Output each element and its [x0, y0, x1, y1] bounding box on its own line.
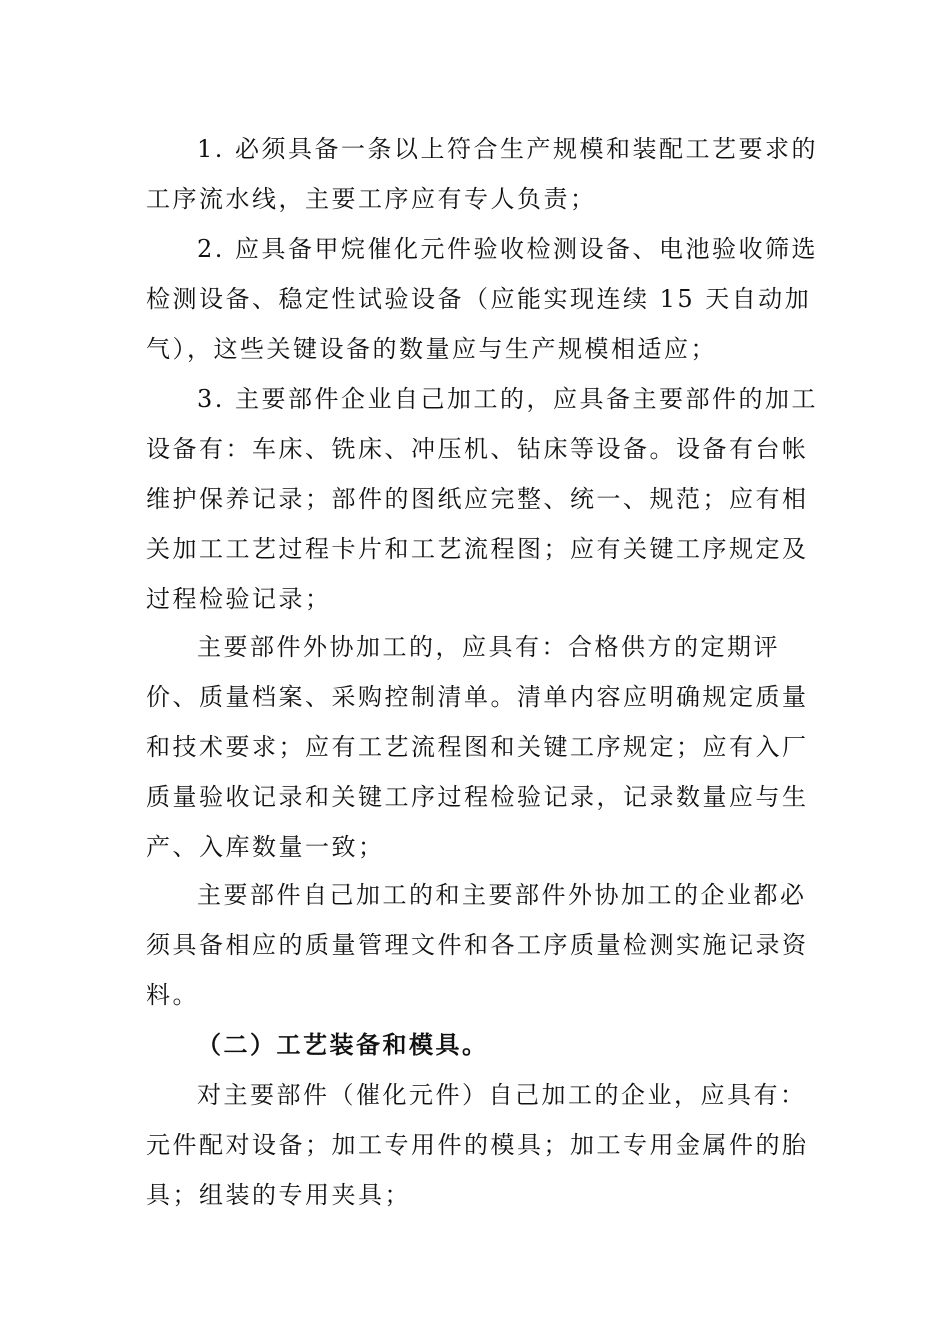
paragraph-item-2: 2. 应具备甲烷催化元件验收检测设备、电池验收筛选检测设备、稳定性试验设备（应能实现连续 15 天自动加气），这些关键设备的数量应与生产规模相适应； [146, 235, 819, 363]
paragraph-item-3: 3. 主要部件企业自己加工的，应具备主要部件的加工设备有：车床、铣床、冲压机、钻床等设备。设备有台帐维护保养记录；部件的图纸应完整、统一、规范；应有相关加工工艺过程卡片和工艺流程图；应有关键工序规定及过程检验记录； [146, 385, 819, 613]
paragraph-outsourcing: 主要部件外协加工的，应具有：合格供方的定期评价、质量档案、采购控制清单。清单内容应明确规定质量和技术要求；应有工艺流程图和关键工序规定；应有入厂质量验收记录和关键工序过程检验记录，记录数量应与生产、入库数量一致； [146, 633, 809, 861]
paragraph-item-1: 1. 必须具备一条以上符合生产规模和装配工艺要求的工序流水线，主要工序应有专人负责； [146, 135, 819, 213]
paragraph-tooling: 对主要部件（催化元件）自己加工的企业，应具有：元件配对设备；加工专用件的模具；加工专用金属件的胎具；组装的专用夹具； [146, 1081, 809, 1209]
section-heading: （二）工艺装备和模具。 [197, 1031, 489, 1059]
paragraph-quality-docs: 主要部件自己加工的和主要部件外协加工的企业都必须具备相应的质量管理文件和各工序质量检测实施记录资料。 [146, 881, 809, 1009]
